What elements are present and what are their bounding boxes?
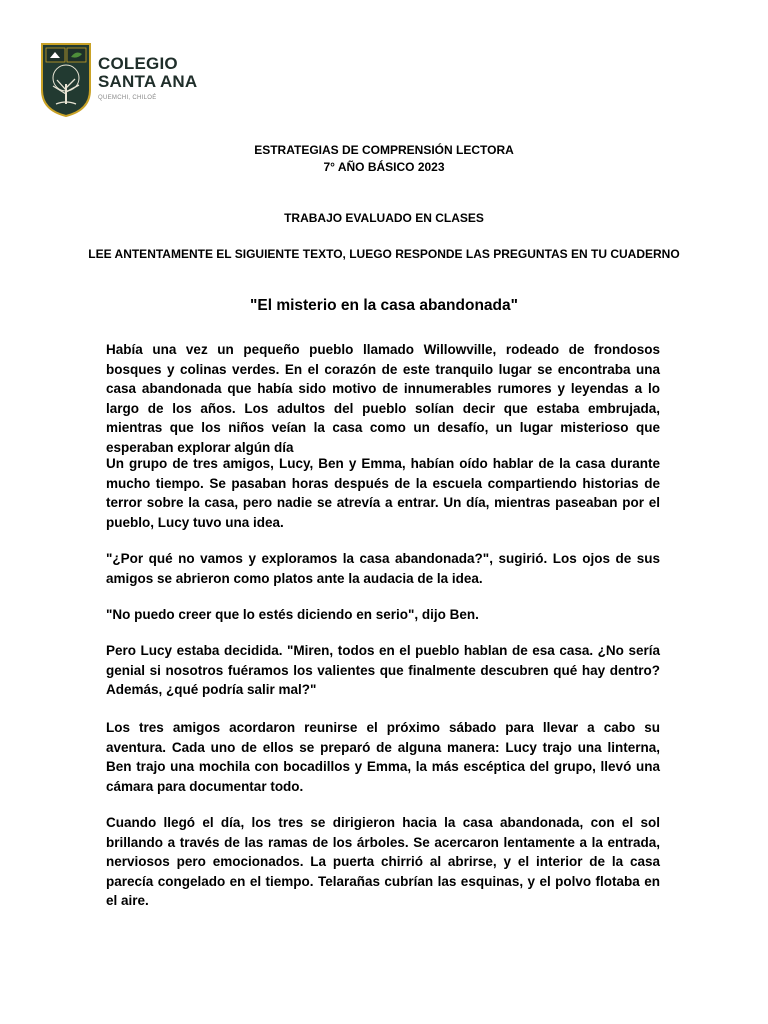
story-paragraph: "¿Por qué no vamos y exploramos la casa abandonada?", sugirió. Los ojos de sus amigos se abrieron como platos ante la audacia de la idea.: [106, 551, 660, 586]
shield-tree-icon: [40, 42, 92, 118]
assignment-label: TRABAJO EVALUADO EN CLASES: [284, 211, 484, 225]
header-grade: 7° AÑO BÁSICO 2023: [323, 160, 445, 174]
header-subject: ESTRATEGIAS DE COMPRENSIÓN LECTORA: [254, 143, 514, 157]
story-paragraph: Había una vez un pequeño pueblo llamado Willowville, rodeado de frondosos bosques y colinas verdes. En el corazón de este tranquilo lugar se encontraba una casa abandonada que había sido motivo de innumerables rumores y leyendas a lo largo de los años. Los adultos del pueblo solían decir que estaba embrujada, mientras que los niños veían la casa como un desafío, un lugar misterioso que esperaban explorar algún día: [106, 342, 660, 455]
story-title: "El misterio en la casa abandonada": [250, 297, 518, 314]
logo-subtitle: QUEMCHI, CHILOÉ: [98, 95, 157, 101]
story-paragraph: Cuando llegó el día, los tres se dirigieron hacia la casa abandonada, con el sol brillando a través de las ramas de los árboles. Se acercaron lentamente a la entrada, nerviosos pero emocionados. La puerta chirrió al abrirse, y el interior de la casa parecía congelado en el tiempo. Telarañas cubrían las esquinas, y el polvo flotaba en el aire.: [106, 815, 660, 908]
story-paragraph: Pero Lucy estaba decidida. "Miren, todos en el pueblo hablan de esa casa. ¿No sería genial si nosotros fuéramos los valientes que finalmente descubren qué hay dentro? Además, ¿qué podría salir mal?": [106, 643, 660, 697]
story-paragraph: Un grupo de tres amigos, Lucy, Ben y Emma, habían oído hablar de la casa durante mucho tiempo. Se pasaban horas después de la escuela compartiendo historias de terror sobre la casa, pero nadie se atrevía a entrar. Un día, mientras paseaban por el pueblo, Lucy tuvo una idea.: [106, 456, 660, 530]
logo-line-2: SANTA ANA: [98, 72, 198, 91]
story-paragraph: "No puedo creer que lo estés diciendo en serio", dijo Ben.: [106, 607, 479, 622]
instruction-text: LEE ANTENTAMENTE EL SIGUIENTE TEXTO, LUEGO RESPONDE LAS PREGUNTAS EN TU CUADERNO: [88, 247, 680, 261]
school-logo: [40, 42, 200, 120]
logo-line-1: COLEGIO: [98, 54, 178, 73]
story-paragraph: Los tres amigos acordaron reunirse el próximo sábado para llevar a cabo su aventura. Cada uno de ellos se preparó de alguna manera: Lucy trajo una linterna, Ben trajo una mochila con bocadillos y Emma, la más escéptica del grupo, llevó una cámara para documentar todo.: [106, 720, 660, 794]
